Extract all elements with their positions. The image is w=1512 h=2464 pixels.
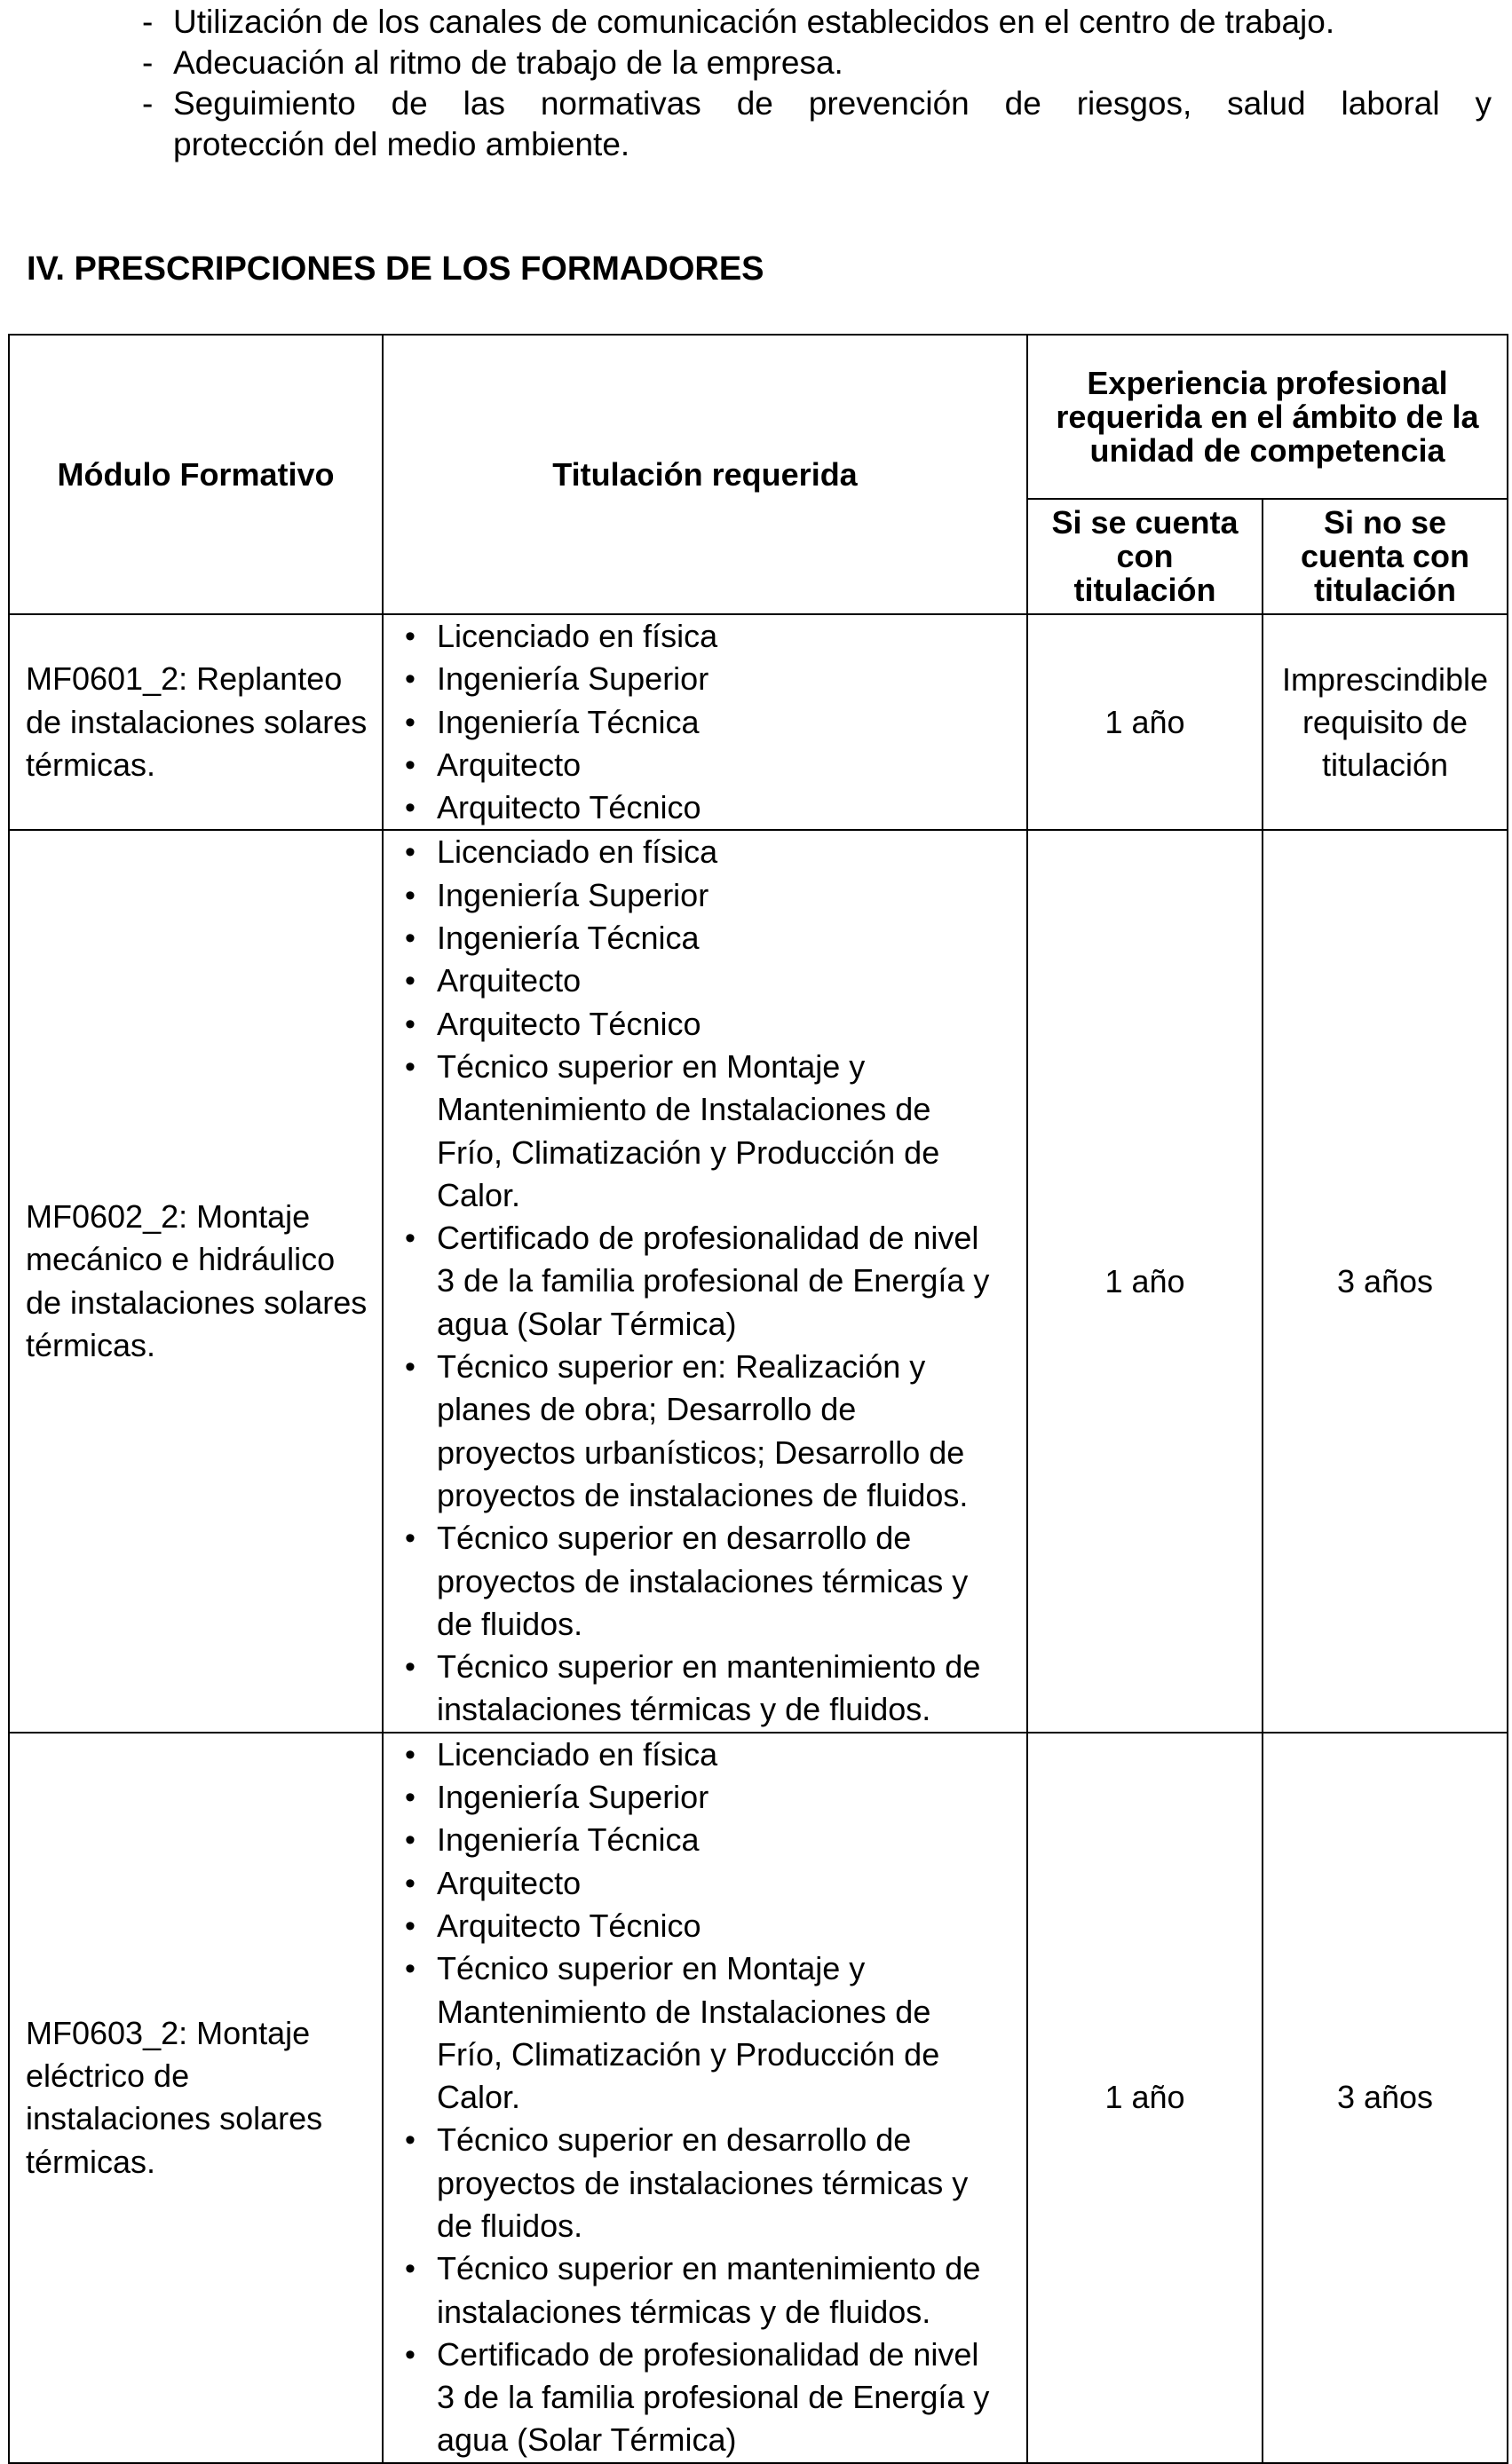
list-item: • Certificado de profesionalidad de nivel 3 de la familia profesional de Energía y agua (Solar Térmica) [401,1217,1000,1346]
table-row [9,1733,1508,2463]
intro-item-text: Seguimiento de las normativas de prevención de riesgos, salud laboral y [173,85,1492,122]
modulo-cell: MF0601_2: Replanteo de instalaciones solares térmicas. [9,614,383,830]
intro-list [133,2,1492,165]
list-item: • Ingeniería Técnica [401,1819,1000,1861]
con-titulacion-cell: 1 año [1027,1733,1263,2463]
list-item: • Ingeniería Superior [401,874,1000,917]
list-item: • Ingeniería Técnica [401,701,1000,744]
dash-marker: - [142,44,154,81]
titulacion-cell [383,830,1027,1732]
dash-marker: - [142,85,154,122]
list-item: • Certificado de profesionalidad de nivel 3 de la familia profesional de Energía y agua (Solar Térmica) [401,2334,1000,2462]
titulacion-cell [383,614,1027,830]
header-row [9,335,1508,499]
list-item: • Licenciado en física [401,1733,1000,1776]
list-item: • Técnico superior en desarrollo de proyectos de instalaciones térmicas y de fluidos. [401,1517,1000,1646]
titulacion-list [384,831,1026,1731]
list-item: • Técnico superior en Montaje y Mantenimiento de Instalaciones de Frío, Climatización y Producción de Calor. [401,1947,1000,2119]
list-item: • Técnico superior en Montaje y Mantenimiento de Instalaciones de Frío, Climatización y Producción de Calor. [401,1046,1000,1217]
titulacion-cell [383,1733,1027,2463]
list-item: • Licenciado en física [401,831,1000,873]
list-item: • Arquitecto [401,1862,1000,1905]
dash-marker: - [142,4,154,40]
intro-item [133,43,1492,83]
list-item: • Ingeniería Superior [401,658,1000,700]
list-item: • Técnico superior en: Realización y planes de obra; Desarrollo de proyectos urbanísticos; Desarrollo de proyectos de instalaciones de fluidos. [401,1346,1000,1517]
modulo-cell: MF0603_2: Montaje eléctrico de instalaciones solares térmicas. [9,1733,383,2463]
titulacion-list [384,1733,1026,2462]
list-item: • Arquitecto Técnico [401,786,1000,829]
list-item: • Técnico superior en mantenimiento de instalaciones térmicas y de fluidos. [401,2247,1000,2334]
list-item: • Arquitecto Técnico [401,1905,1000,1947]
modulo-cell: MF0602_2: Montaje mecánico e hidráulico de instalaciones solares térmicas. [9,830,383,1732]
intro-item-text: Utilización de los canales de comunicación establecidos en el centro de trabajo. [173,4,1335,40]
sin-titulacion-cell: 3 años [1263,830,1508,1732]
list-item: • Licenciado en física [401,615,1000,658]
header-sin-titulacion: Si no se cuenta con titulación [1263,499,1508,614]
list-item: • Técnico superior en desarrollo de proyectos de instalaciones térmicas y de fluidos. [401,2119,1000,2247]
header-modulo: Módulo Formativo [9,335,383,614]
list-item: • Arquitecto Técnico [401,1003,1000,1046]
list-item: • Arquitecto [401,960,1000,1002]
intro-item [133,83,1492,165]
list-item: • Técnico superior en mantenimiento de instalaciones térmicas y de fluidos. [401,1646,1000,1732]
con-titulacion-cell: 1 año [1027,614,1263,830]
header-con-titulacion: Si se cuenta con titulación [1027,499,1263,614]
intro-item [133,2,1492,43]
intro-item-text: Adecuación al ritmo de trabajo de la empresa. [173,44,843,81]
list-item: • Arquitecto [401,744,1000,786]
intro-item-text-continued: protección del medio ambiente. [173,126,630,162]
sin-titulacion-cell: 3 años [1263,1733,1508,2463]
sin-titulacion-cell: Imprescindible requisito de titulación [1263,614,1508,830]
section-title: IV. PRESCRIPCIONES DE LOS FORMADORES [27,250,764,288]
con-titulacion-cell: 1 año [1027,830,1263,1732]
list-item: • Ingeniería Técnica [401,917,1000,960]
trainers-table [8,334,1508,2464]
table-row [9,614,1508,830]
table-row [9,830,1508,1732]
header-titulacion: Titulación requerida [383,335,1027,614]
titulacion-list [384,615,1026,829]
list-item: • Ingeniería Superior [401,1776,1000,1819]
header-experiencia: Experiencia profesional requerida en el ámbito de la unidad de competencia [1027,335,1508,499]
